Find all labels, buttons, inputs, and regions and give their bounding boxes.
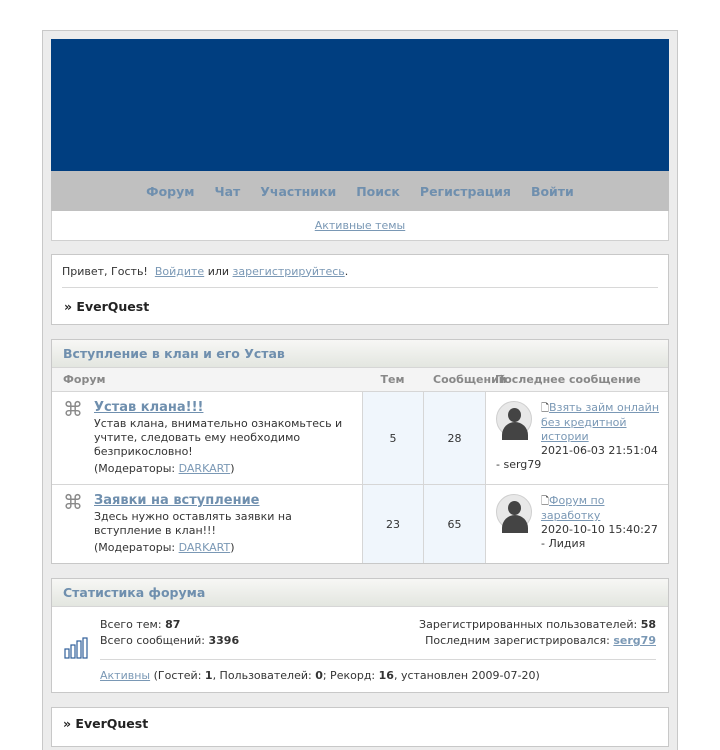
category-box bbox=[51, 339, 669, 564]
column-headers bbox=[52, 368, 668, 392]
forum-title-link[interactable]: Устав клана!!! bbox=[94, 400, 204, 415]
posts-count: 65 bbox=[423, 485, 485, 563]
stats-body bbox=[52, 607, 668, 692]
last-post-user: - serg79 bbox=[496, 458, 542, 471]
avatar bbox=[496, 401, 532, 437]
forum-cell bbox=[52, 392, 362, 484]
forum-row bbox=[52, 485, 668, 563]
forum-description: Устав клана, внимательно ознакомьтесь и учтите, следовать ему необходимо безприкословно! bbox=[94, 417, 343, 458]
record-label: ; Рекорд: bbox=[322, 669, 376, 682]
category-title[interactable]: Вступление в клан и его Устав bbox=[52, 340, 668, 368]
forum-row bbox=[52, 392, 668, 485]
mod-suffix: ) bbox=[230, 541, 235, 554]
nav-chat[interactable]: Чат bbox=[214, 183, 241, 199]
last-post-date: 2021-06-03 21:51:04 bbox=[541, 444, 658, 457]
stats-left bbox=[100, 617, 239, 649]
last-post-user: - Лидия bbox=[541, 537, 586, 550]
forum-description: Здесь нужно оставлять заявки на вступление в клан!!! bbox=[94, 510, 292, 537]
nav-forum[interactable]: Форум bbox=[146, 183, 195, 199]
greeting-box bbox=[51, 254, 669, 325]
stats-title: Статистика форума bbox=[52, 579, 668, 607]
forum-title-link[interactable]: Заявки на вступление bbox=[94, 493, 260, 508]
document-icon: 🗋 bbox=[541, 496, 550, 507]
nav-search[interactable]: Поиск bbox=[356, 183, 400, 199]
col-topics: Тем bbox=[380, 373, 405, 386]
sub-nav bbox=[51, 211, 669, 241]
page-wrapper bbox=[42, 30, 678, 750]
guests-label: (Гостей: bbox=[153, 669, 202, 682]
last-post-cell bbox=[485, 485, 668, 563]
last-post-title bbox=[541, 401, 660, 444]
topics-count: 23 bbox=[362, 485, 423, 563]
mod-suffix: ) bbox=[230, 462, 235, 475]
users-label: Зарегистрированных пользователей: bbox=[419, 618, 638, 631]
last-registered-user-link[interactable]: serg79 bbox=[613, 634, 656, 647]
login-link[interactable]: Войдите bbox=[154, 264, 205, 278]
footer-breadcrumb: » EverQuest bbox=[51, 707, 669, 747]
moderator-link[interactable]: DARKART bbox=[178, 462, 231, 475]
record-count: 16 bbox=[378, 669, 394, 682]
active-users-link[interactable]: Активны bbox=[100, 669, 151, 682]
last-post-link[interactable]: Взять займ онлайн без кредитной истории bbox=[541, 401, 660, 443]
breadcrumb: » EverQuest bbox=[64, 299, 150, 314]
header-banner bbox=[51, 39, 669, 171]
active-topics-link[interactable]: Активные темы bbox=[314, 219, 406, 232]
forum-command-icon: ⌘ bbox=[63, 490, 83, 514]
forum-cell bbox=[52, 485, 362, 563]
register-link[interactable]: зарегистрируйтесь bbox=[232, 264, 345, 278]
col-forum: Форум bbox=[63, 373, 106, 386]
col-posts: Сообщений bbox=[433, 373, 507, 386]
nav-login[interactable]: Войти bbox=[530, 183, 574, 199]
last-post-link[interactable]: Форум по заработку bbox=[541, 494, 605, 522]
forum-moderators bbox=[94, 462, 352, 475]
online-stats bbox=[100, 669, 540, 682]
avatar bbox=[496, 494, 532, 530]
moderator-link[interactable]: DARKART bbox=[178, 541, 231, 554]
greeting-text: Привет, Гость! bbox=[62, 264, 148, 278]
nav-members[interactable]: Участники bbox=[260, 183, 337, 199]
stats-box bbox=[51, 578, 669, 693]
main-nav bbox=[51, 171, 669, 211]
bar-chart-icon bbox=[64, 637, 88, 659]
stats-right bbox=[419, 617, 656, 649]
members-label: , Пользователей: bbox=[212, 669, 312, 682]
mod-prefix: (Модераторы: bbox=[94, 462, 179, 475]
last-reg-label: Последним зарегистрировался: bbox=[425, 634, 610, 647]
guests-count: 1 bbox=[204, 669, 213, 682]
stats-divider bbox=[100, 659, 656, 660]
total-topics: 87 bbox=[165, 618, 181, 631]
greeting-dot: . bbox=[344, 264, 349, 278]
topics-count: 5 bbox=[362, 392, 423, 484]
users-count: 58 bbox=[640, 618, 656, 631]
col-last-post: Последнее сообщение bbox=[495, 373, 641, 386]
last-post-date: 2020-10-10 15:40:27 bbox=[541, 523, 658, 536]
greeting-or: или bbox=[207, 264, 230, 278]
posts-count: 28 bbox=[423, 392, 485, 484]
last-post-cell bbox=[485, 392, 668, 484]
forum-command-icon: ⌘ bbox=[63, 397, 83, 421]
total-topics-label: Всего тем: bbox=[100, 618, 162, 631]
mod-prefix: (Модераторы: bbox=[94, 541, 179, 554]
total-posts-label: Всего сообщений: bbox=[100, 634, 205, 647]
greeting-line bbox=[62, 255, 658, 288]
last-post-title bbox=[541, 494, 660, 523]
nav-register[interactable]: Регистрация bbox=[419, 183, 511, 199]
total-posts: 3396 bbox=[208, 634, 240, 647]
document-icon: 🗋 bbox=[541, 403, 550, 414]
record-date: , установлен 2009-07-20) bbox=[393, 669, 540, 682]
forum-moderators bbox=[94, 541, 352, 554]
members-count: 0 bbox=[315, 669, 323, 682]
